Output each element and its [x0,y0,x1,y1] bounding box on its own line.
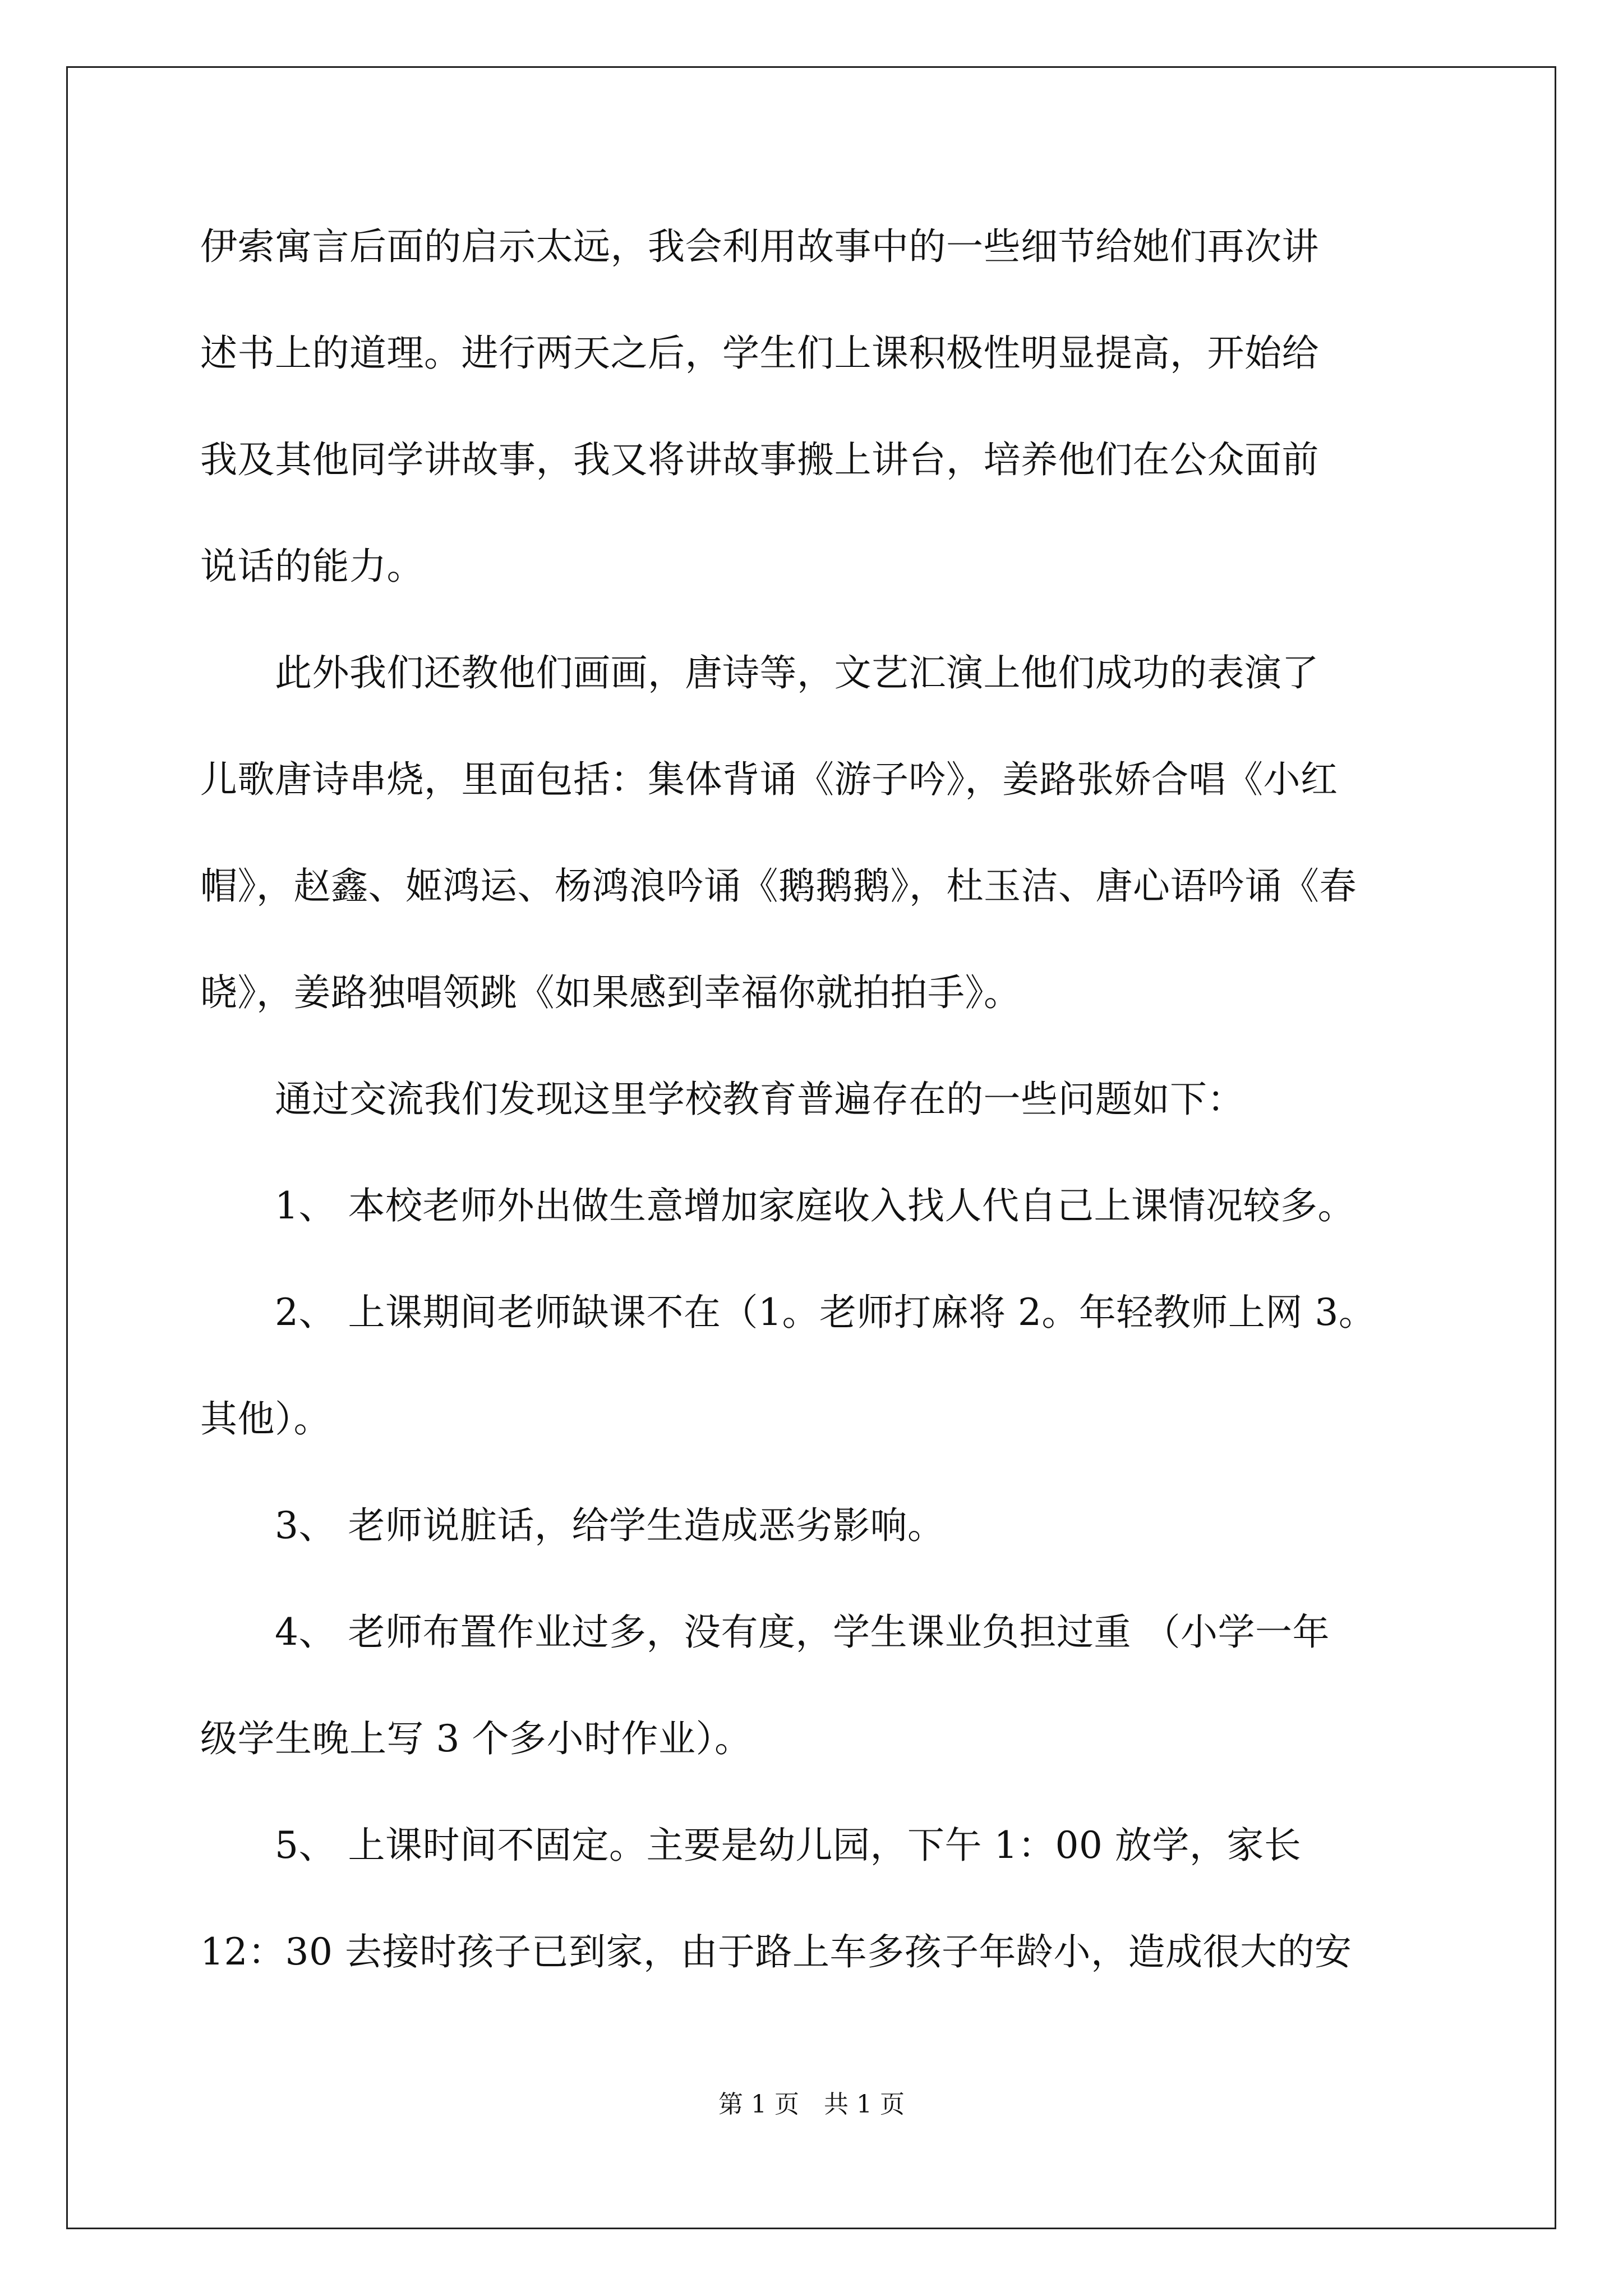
text-line: 说话的能力。 [200,545,424,588]
text-line: 1、 本校老师外出做生意增加家庭收入找人代自己上课情况较多。 [200,1184,1355,1227]
text-line: 帽》，赵鑫、姬鸿运、杨鸿浪吟诵《鹅鹅鹅》，杜玉洁、唐心语吟诵《春 [200,864,1357,908]
text-line: 2、 上课期间老师缺课不在（1。老师打麻将 2。年轻教师上网 3。 [200,1291,1376,1334]
text-line: 儿歌唐诗串烧，里面包括：集体背诵《游子吟》，姜路张娇合唱《小红 [200,758,1338,801]
text-line: 12：30 去接时孩子已到家，由于路上车多孩子年龄小，造成很大的安 [200,1930,1352,1973]
text-line: 4、 老师布置作业过多，没有度，学生课业负担过重 （小学一年 [200,1611,1330,1654]
text-line: 5、 上课时间不固定。主要是幼儿园，下午 1：00 放学，家长 [200,1824,1302,1867]
text-line: 述书上的道理。进行两天之后，学生们上课积极性明显提高，开始给 [200,332,1319,375]
text-line: 此外我们还教他们画画，唐诗等，文艺汇演上他们成功的表演了 [200,651,1319,694]
text-line: 通过交流我们发现这里学校教育普遍存在的一些问题如下： [200,1078,1244,1121]
text-line: 级学生晚上写 3 个多小时作业）。 [200,1717,752,1760]
text-line: 我及其他同学讲故事，我又将讲故事搬上讲台，培养他们在公众面前 [200,438,1319,481]
text-line: 其他）。 [200,1397,331,1441]
text-line: 伊索寓言后面的启示太远，我会利用故事中的一些细节给她们再次讲 [200,225,1319,268]
text-line: 3、 老师说脏话，给学生造成恶劣影响。 [200,1504,945,1547]
text-line: 晓》，姜路独唱领跳《如果感到幸福你就拍拍手》。 [200,971,1021,1014]
page-border [66,66,1556,2229]
page-number: 第 1 页 共 1 页 [718,2090,905,2119]
